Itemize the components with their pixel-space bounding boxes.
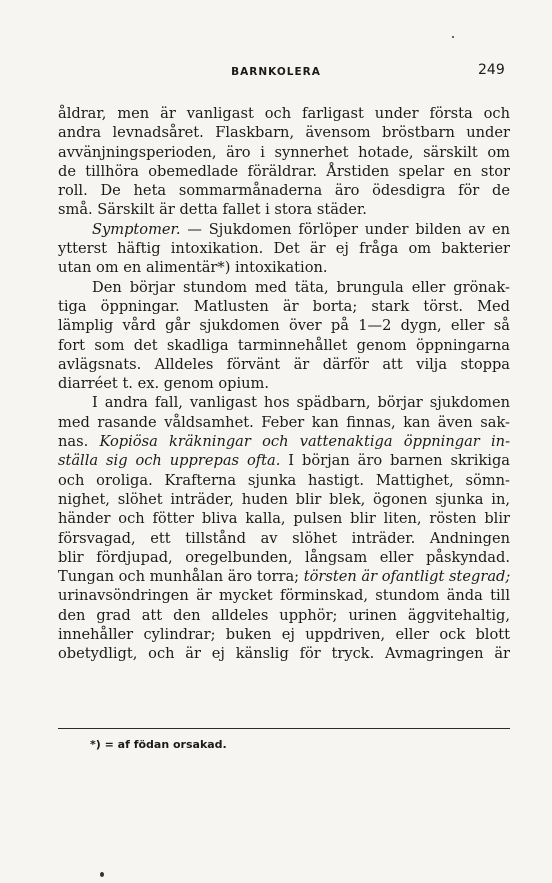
text-line: I andra fall, vanligast hos spädbarn, börjar sjukdomen [92,394,510,412]
text-line: avvänjningsperioden, äro i synnerhet hotade, särskilt om [58,143,510,161]
print-speck [100,872,104,877]
running-head: BARNKOLERA [231,66,321,78]
text-line-italic: ställa sig och upprepas ofta. I början äro barnen skrikiga [58,452,510,470]
text-line: den grad att den alldeles upphör; urinen äggvitehaltig, [58,606,510,624]
text-line: de tillhöra obemedlade föräldrar. Årstiden spelar en stor [58,162,510,180]
section-heading-symptomer: Symptomer. [92,220,181,238]
text-line-symptomer: Symptomer. — Sjukdomen förlöper under bilden av en [92,220,510,238]
text-line: händer och fötter bliva kalla, pulsen blir liten, rösten blir [58,510,510,528]
text-line: åldrar, men är vanligast och farligast under första och [58,105,510,122]
text-line: nighet, slöhet inträder, huden blir blek, ögonen sjunka in, [58,490,510,508]
text-line: blir fördjupad, oregelbunden, långsam eller påskyndad. [58,548,510,566]
footnote: *) = af födan orsakad. [90,738,227,751]
text-line: utan om en alimentär*) intoxikation. [58,259,328,277]
text-line: roll. De heta sommarmånaderna äro ödesdigra för de [58,182,510,200]
text-line: tiga öppningar. Matlusten är borta; stark törst. Med [58,297,510,315]
text-line: lämplig vård går sjukdomen över på 1—2 dygn, eller så [58,317,510,335]
text-line: avlägsnats. Alldeles förvänt är därför att vilja stoppa [58,355,510,373]
text-line: små. Särskilt är detta fallet i stora städer. [58,201,367,219]
print-speck [452,36,454,38]
text-line: andra levnadsåret. Flaskbarn, ävensom bröstbarn under [58,124,510,142]
text-line: och oroliga. Krafterna sjunka hastigt. Mattighet, sömn- [58,471,510,489]
text-line: ytterst häftig intoxikation. Det är ej fråga om bakterier [58,240,510,258]
body-text [58,104,510,664]
text-line: obetydligt, och är ej känslig för tryck. Avmagringen är [58,645,510,663]
text-line: innehåller cylindrar; buken ej uppdriven, eller ock blott [58,626,510,644]
text-line-italic: nas. Kopiösa kräkningar och vattenaktiga öppningar in- [58,433,510,451]
text-line: urinavsöndringen är mycket förminskad, stundom ända till [58,587,510,605]
text-line: diarréet t. ex. genom opium. [58,375,270,393]
text-line: Den börjar stundom med täta, brungula eller grönak- [92,278,510,296]
text-line-italic: Tungan och munhålan äro torra; törsten är ofantligt stegrad; [58,568,511,586]
page-number: 249 [478,62,505,78]
text-line: fort som det skadliga tarminnehållet genom öppningarna [58,336,510,354]
text-line: försvagad, ett tillstånd av slöhet inträder. Andningen [58,529,510,547]
text-line: med rasande våldsamhet. Feber kan finnas, kan även sak- [58,413,510,431]
footnote-rule [58,728,510,729]
